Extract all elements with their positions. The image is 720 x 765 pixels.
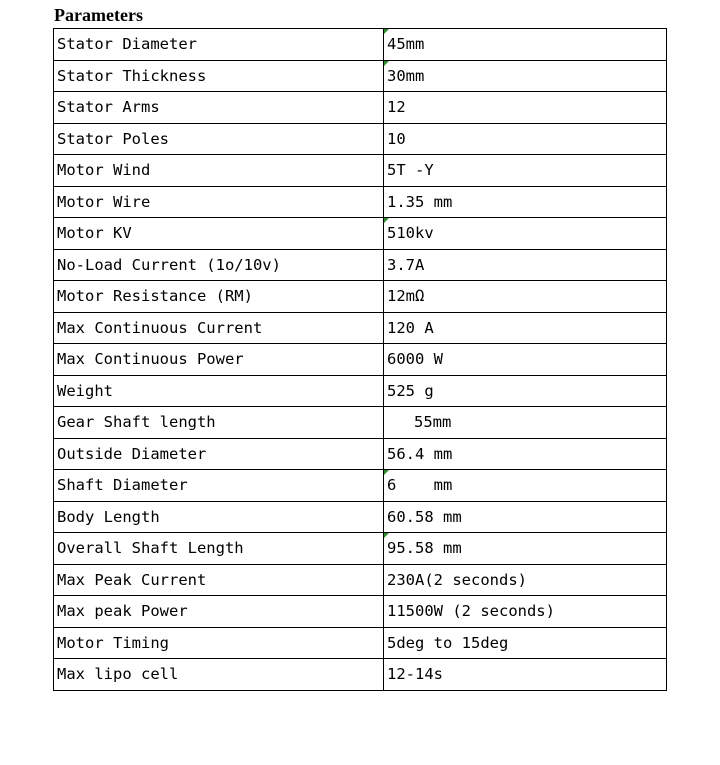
table-row <box>54 155 667 187</box>
param-label: Max Continuous Current <box>54 312 384 344</box>
param-label: Stator Arms <box>54 92 384 124</box>
param-value: 6000 W <box>384 344 667 376</box>
table-row <box>54 659 667 691</box>
param-label: Stator Thickness <box>54 60 384 92</box>
param-label: Overall Shaft Length <box>54 533 384 565</box>
param-value: 30mm <box>384 60 667 92</box>
table-row <box>54 312 667 344</box>
param-label: Gear Shaft length <box>54 407 384 439</box>
table-row <box>54 281 667 313</box>
table-row <box>54 564 667 596</box>
table-row <box>54 470 667 502</box>
param-label: Max peak Power <box>54 596 384 628</box>
param-value: 60.58 mm <box>384 501 667 533</box>
table-row <box>54 375 667 407</box>
param-label: No-Load Current (1o/10v) <box>54 249 384 281</box>
comment-marker <box>384 533 389 538</box>
param-label: Max Peak Current <box>54 564 384 596</box>
table-row <box>54 60 667 92</box>
comment-marker <box>384 470 389 475</box>
param-value: 510kv <box>384 218 667 250</box>
table-row <box>54 344 667 376</box>
param-value: 10 <box>384 123 667 155</box>
param-label: Motor Wire <box>54 186 384 218</box>
param-value: 11500W (2 seconds) <box>384 596 667 628</box>
param-value: 230A(2 seconds) <box>384 564 667 596</box>
table-row <box>54 123 667 155</box>
param-label: Max lipo cell <box>54 659 384 691</box>
table-row <box>54 501 667 533</box>
table-row <box>54 29 667 61</box>
comment-marker <box>384 218 389 223</box>
table-row <box>54 533 667 565</box>
param-value: 5deg to 15deg <box>384 627 667 659</box>
table-row <box>54 92 667 124</box>
table-row <box>54 218 667 250</box>
param-value: 3.7A <box>384 249 667 281</box>
section-title: Parameters <box>54 5 143 25</box>
param-value: 45mm <box>384 29 667 61</box>
param-value: 12-14s <box>384 659 667 691</box>
param-label: Motor Resistance (RM) <box>54 281 384 313</box>
param-label: Motor Timing <box>54 627 384 659</box>
param-value: 120 A <box>384 312 667 344</box>
param-label: Weight <box>54 375 384 407</box>
table-row <box>54 186 667 218</box>
param-label: Motor Wind <box>54 155 384 187</box>
comment-marker <box>384 29 389 34</box>
param-label: Shaft Diameter <box>54 470 384 502</box>
param-value: 12mΩ <box>384 281 667 313</box>
param-value: 56.4 mm <box>384 438 667 470</box>
param-value: 55mm <box>384 407 667 439</box>
param-value: 5T -Y <box>384 155 667 187</box>
param-label: Outside Diameter <box>54 438 384 470</box>
param-value: 525 g <box>384 375 667 407</box>
param-value: 1.35 mm <box>384 186 667 218</box>
param-value: 12 <box>384 92 667 124</box>
param-label: Motor KV <box>54 218 384 250</box>
param-value: 95.58 mm <box>384 533 667 565</box>
table-row <box>54 407 667 439</box>
table-row <box>54 596 667 628</box>
comment-marker <box>384 61 389 66</box>
param-label: Body Length <box>54 501 384 533</box>
param-label: Stator Diameter <box>54 29 384 61</box>
table-row <box>54 438 667 470</box>
parameters-table <box>53 28 667 691</box>
param-label: Max Continuous Power <box>54 344 384 376</box>
table-row <box>54 249 667 281</box>
table-row <box>54 627 667 659</box>
param-label: Stator Poles <box>54 123 384 155</box>
param-value: 6 mm <box>384 470 667 502</box>
